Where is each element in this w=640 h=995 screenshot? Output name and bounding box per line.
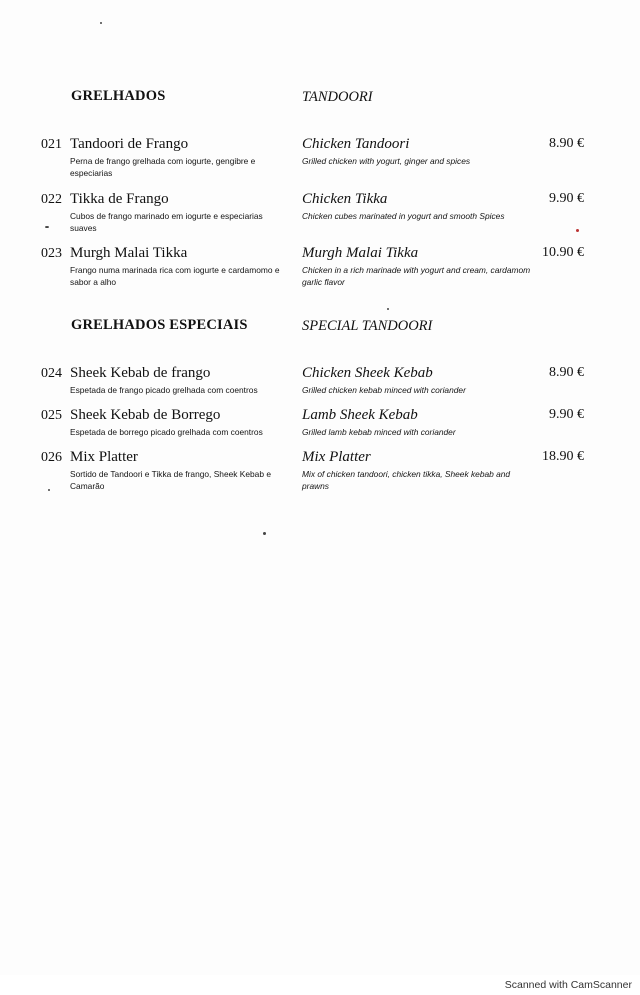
item-price: 18.90 € xyxy=(542,449,584,464)
item-name-en: Murgh Malai Tikka xyxy=(302,245,419,261)
item-name-pt: Tikka de Frango xyxy=(70,191,169,207)
menu-item-021 xyxy=(0,137,640,185)
item-price: 10.90 € xyxy=(542,245,584,260)
item-name-pt: Murgh Malai Tikka xyxy=(70,245,188,261)
item-name-en: Mix Platter xyxy=(302,449,371,465)
item-name-pt: Tandoori de Frango xyxy=(70,136,189,152)
item-description-pt: Sortido de Tandoori e Tikka de frango, Sheek Kebab e Camarão xyxy=(70,469,271,491)
scan-speck xyxy=(100,22,102,24)
section-heading-en: SPECIAL TANDOORI xyxy=(302,318,433,334)
item-name-en: Lamb Sheek Kebab xyxy=(302,407,418,423)
item-description-en: Grilled lamb kebab minced with coriander xyxy=(302,427,456,437)
scan-speck xyxy=(576,229,579,232)
item-price: 9.90 € xyxy=(549,407,584,422)
section-heading-en: TANDOORI xyxy=(302,89,373,105)
section-heading-pt: GRELHADOS ESPECIAIS xyxy=(71,317,248,333)
item-price: 8.90 € xyxy=(549,136,584,151)
item-price: 9.90 € xyxy=(549,191,584,206)
scanner-watermark: Scanned with CamScanner xyxy=(504,979,632,991)
item-description-en: Grilled chicken with yogurt, ginger and spices xyxy=(302,156,471,166)
item-description-pt: Cubos de frango marinado em iogurte e especiarias suaves xyxy=(70,211,263,233)
menu-item-022 xyxy=(0,192,640,240)
item-description-en: Chicken cubes marinated in yogurt and smooth Spices xyxy=(302,211,505,221)
item-name-en: Chicken Sheek Kebab xyxy=(302,365,433,381)
item-description-en: Chicken in a rich marinade with yogurt and cream, cardamom garlic flavor xyxy=(302,265,531,287)
item-name-pt: Sheek Kebab de frango xyxy=(70,365,211,381)
item-number: 024 xyxy=(41,366,62,381)
menu-item-023 xyxy=(0,246,640,294)
item-price: 8.90 € xyxy=(549,365,584,380)
item-number: 025 xyxy=(41,408,62,423)
item-name-pt: Mix Platter xyxy=(70,449,138,465)
scan-speck xyxy=(387,308,389,310)
item-name-pt: Sheek Kebab de Borrego xyxy=(70,407,221,423)
item-description-pt: Espetada de borrego picado grelhada com coentros xyxy=(70,427,263,437)
item-description-en: Grilled chicken kebab minced with coriander xyxy=(302,385,466,395)
item-number: 023 xyxy=(41,246,62,261)
item-number: 026 xyxy=(41,450,62,465)
item-description-pt: Frango numa marinada rica com iogurte e cardamomo e sabor a alho xyxy=(70,265,280,287)
menu-item-026 xyxy=(0,450,640,498)
item-description-pt: Espetada de frango picado grelhada com coentros xyxy=(70,385,258,395)
scan-speck xyxy=(45,226,49,228)
item-description-pt: Perna de frango grelhada com iogurte, gengibre e especiarias xyxy=(70,156,256,178)
scan-speck xyxy=(48,489,50,491)
item-name-en: Chicken Tandoori xyxy=(302,136,410,152)
section-heading-pt: GRELHADOS xyxy=(71,88,166,104)
scan-speck xyxy=(263,532,266,535)
item-number: 022 xyxy=(41,192,62,207)
item-name-en: Chicken Tikka xyxy=(302,191,388,207)
item-description-en: Mix of chicken tandoori, chicken tikka, Sheek kebab and prawns xyxy=(302,469,511,491)
item-number: 021 xyxy=(41,137,62,152)
